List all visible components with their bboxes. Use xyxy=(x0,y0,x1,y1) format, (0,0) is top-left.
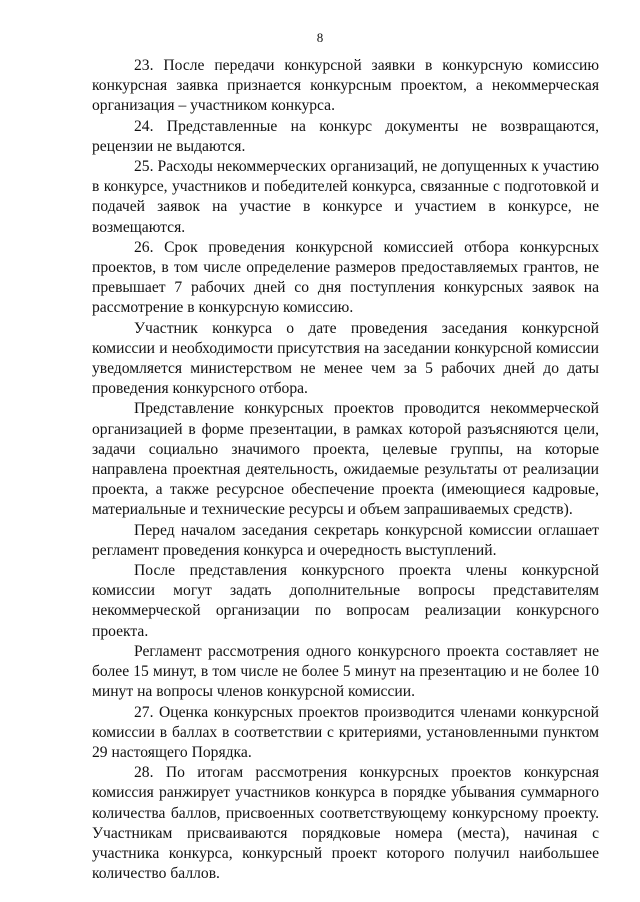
paragraph-presentation: Представление конкурсных проектов проводится некоммерческой организацией в форме презентации, в рамках которой разъясняются цели, задачи социально значимого проекта, целевые группы, на которые направлена проектная деятельность, ожидаемые результаты от реализации проекта, а также ресурсное обеспечение проекта (имеющиеся кадровые, материальные и технические ресурсы и объем запрашиваемых средств). xyxy=(92,400,599,519)
page-number: 8 xyxy=(316,30,324,45)
paragraph-26: 26. Срок проведения конкурсной комиссией отбора конкурсных проектов, в том числе определение размеров предоставляемых грантов, не превышает 7 рабочих дней со дня поступления конкурсных заявок на рассмотрение в конкурсную комиссию. xyxy=(92,238,599,317)
paragraph-23: 23. После передачи конкурсной заявки в конкурсную комиссию конкурсная заявка признается конкурсным проектом, а некоммерческая организация – участником конкурса. xyxy=(92,57,599,115)
paragraph-notification: Участник конкурса о дате проведения заседания конкурсной комиссии и необходимости присутствия на заседании конкурсной комиссии уведомляется министерством не менее чем за 5 рабочих дней до даты проведения конкурсного отбора. xyxy=(92,319,599,398)
paragraph-time-limit: Регламент рассмотрения одного конкурсного проекта составляет не более 15 минут, в том числе не более 5 минут на презентацию и не более 10 минут на вопросы членов конкурсной комиссии. xyxy=(92,642,599,701)
paragraph-27: 27. Оценка конкурсных проектов производится членами конкурсной комиссии в баллах в соответствии с критериями, установленными пунктом 29 настоящего Порядка. xyxy=(92,703,599,761)
paragraph-questions: После представления конкурсного проекта члены конкурсной комиссии могут задать дополнительные вопросы представителям некоммерческой организации по вопросам реализации конкурсного проекта. xyxy=(92,562,599,640)
document-body xyxy=(92,56,599,884)
paragraph-25: 25. Расходы некоммерческих организаций, не допущенных к участию в конкурсе, участников и победителей конкурса, связанные с подготовкой и подачей заявок на участие в конкурсе и участием в конкурсе, не возмещаются. xyxy=(92,158,599,236)
paragraph-regulation-announcement: Перед началом заседания секретарь конкурсной комиссии оглашает регламент проведения конкурса и очередность выступлений. xyxy=(92,521,599,559)
paragraph-24: 24. Представленные на конкурс документы не возвращаются, рецензии не выдаются. xyxy=(92,117,599,155)
paragraph-28: 28. По итогам рассмотрения конкурсных проектов конкурсная комиссия ранжирует участников конкурса в порядке убывания суммарного количества баллов, присвоенных соответствующему конкурсному проекту. Участникам присваиваются порядковые номера (места), начиная с участника конкурса, конкурсный проект которого получил наибольшее количество баллов. xyxy=(92,764,599,883)
